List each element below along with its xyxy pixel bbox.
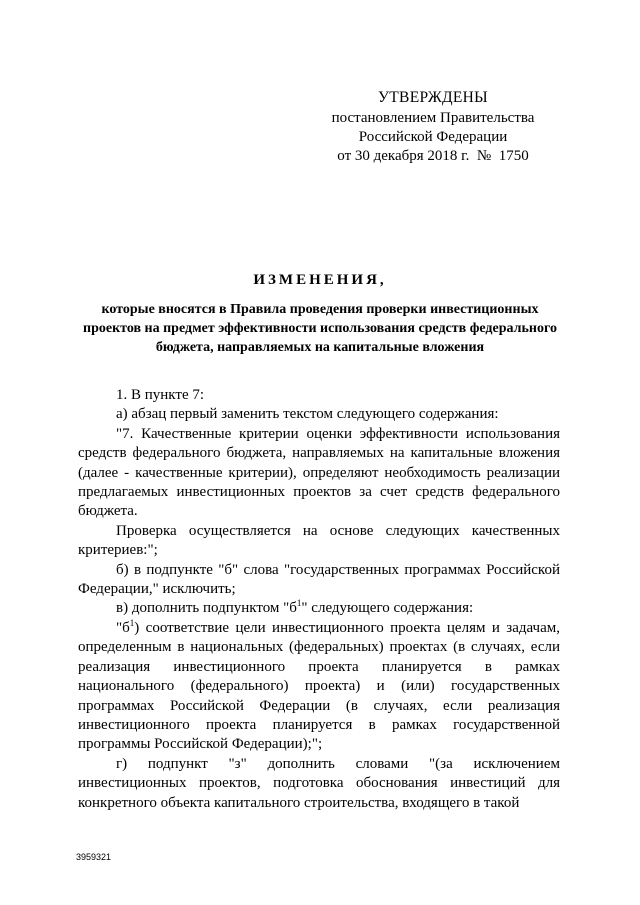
document-subtitle: которые вносятся в Правила проведения проверки инвестиционных проектов на предмет эффективности использования средств федерального бюджета, направляемых на капитальные вложения <box>83 302 557 355</box>
approval-line-federation: Российской Федерации <box>358 129 508 145</box>
superscript-marker: 1 <box>129 617 135 628</box>
paragraph-subitem-b: б) в подпункте "б" слова "государственных программах Российской Федерации," исключить; <box>78 561 560 598</box>
document-number: 3959321 <box>76 852 112 862</box>
paragraph-subitem-v-text: в) дополнить подпунктом "б <box>116 600 297 617</box>
paragraph-verification: Проверка осуществляется на основе следующих качественных критериев:"; <box>78 522 560 559</box>
approval-line-resolution: постановлением Правительства <box>331 110 535 126</box>
paragraph-subitem-b1-text: ) соответствие цели инвестиционного проекта целям и задачам, определенным в национальных (федеральных) проектах (в случаях, если реализация инвестиционного проекта планируется в рамках национального (федерального) проекта) и (или) государственных программах Российской Федерации (в случаях, если реализация инвестиционного проекта планируется в рамках государственной программы Российской Федерации);"; <box>78 619 560 753</box>
paragraph-subitem-v <box>78 599 560 618</box>
paragraph-criteria-text: "7. Качественные критерии оценки эффективности использования средств федерального бюджета, направляемых на капитальные вложения (далее - качественные критерии), определяют необходимость реализации предлагаемых инвестиционных проектов за счет средств федерального бюджета. <box>78 425 560 520</box>
paragraph-subitem-a: а) абзац первый заменить текстом следующего содержания: <box>116 406 499 423</box>
paragraph-subitem-b1 <box>78 619 560 755</box>
superscript-marker: 1 <box>296 598 302 609</box>
document-title: ИЗМЕНЕНИЯ, <box>253 272 387 288</box>
paragraph-subitem-b1-start: "б <box>116 619 130 636</box>
approval-line-date-number: от 30 декабря 2018 г. № 1750 <box>337 148 529 164</box>
approval-block <box>318 88 548 166</box>
paragraph-subitem-v-tail: " следующего содержания: <box>301 600 474 617</box>
paragraph-item-1: 1. В пункте 7: <box>116 387 205 403</box>
document-body <box>78 386 560 813</box>
paragraph-subitem-g: г) подпункт "з" дополнить словами "(за исключением инвестиционных проектов, подготовка обоснования инвестиций для конкретного объекта капитального строительства, входящего в такой <box>78 755 560 811</box>
approval-heading: УТВЕРЖДЕНЫ <box>378 89 488 106</box>
